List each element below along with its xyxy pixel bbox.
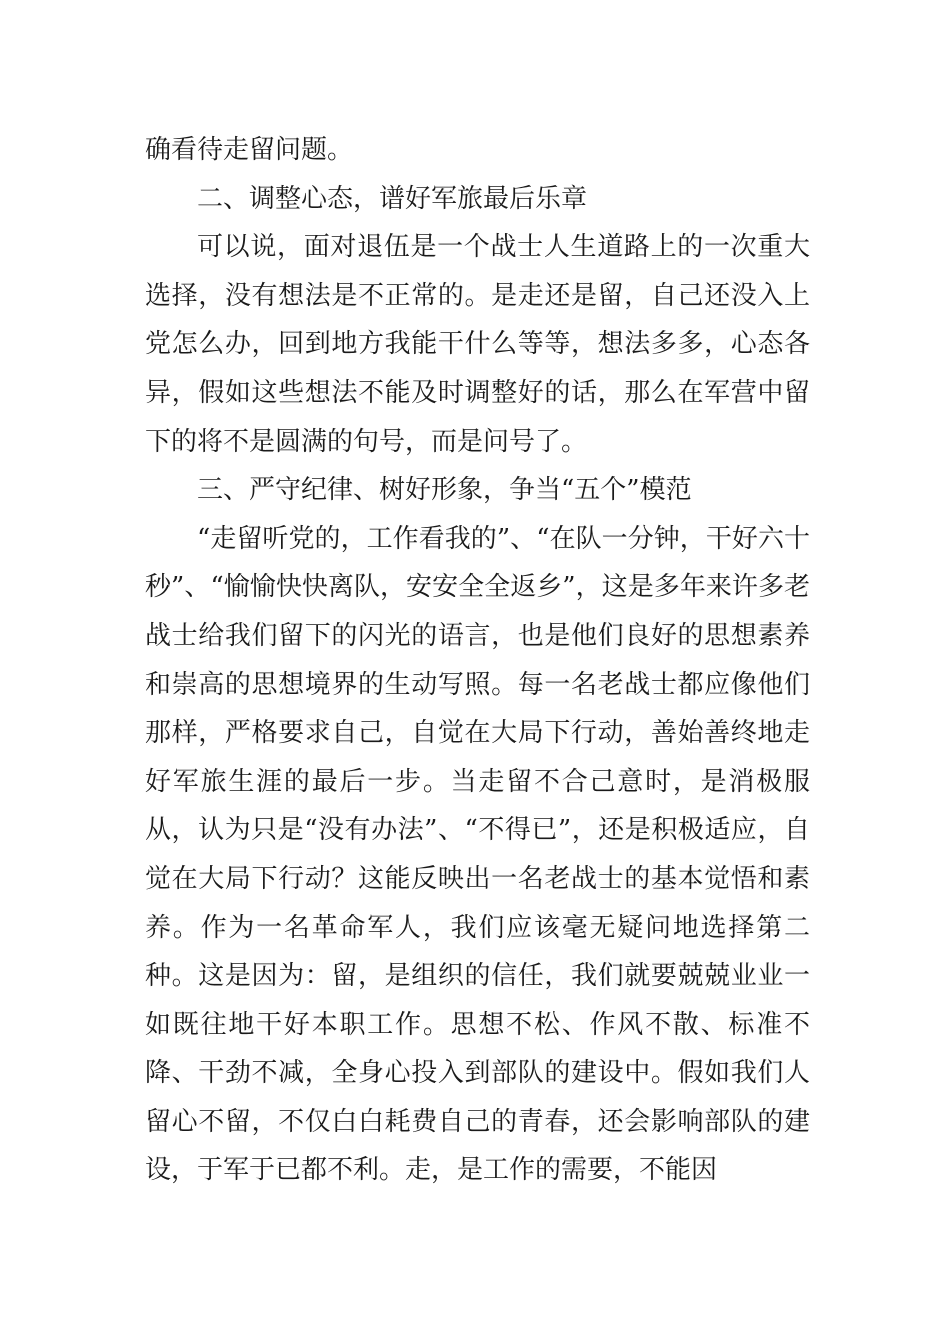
paragraph-adjust-mindset: 可以说，面对退伍是一个战士人生道路上的一次重大选择，没有想法是不正常的。是走还是留，自己还没入上党怎么办，回到地方我能干什么等等，想法多多，心态各异，假如这些想法不能及时调整好的话，那么在军营中留下的将不是圆满的句号，而是问号了。 (145, 232, 810, 457)
paragraph-continuation: 确看待走留问题。 (145, 135, 354, 165)
section-heading-three: 三、严守纪律、树好形象，争当“五个”模范 (197, 475, 692, 506)
paragraph-discipline: “走留听党的，工作看我的”、“在队一分钟，干好六十秒”、“愉愉快快离队，安安全全返乡”，这是多年来许多老战士给我们留下的闪光的语言，也是他们良好的思想素养和崇高的思想境界的生动写照。每一名老战士都应像他们那样，严格要求自己，自觉在大局下行动，善始善终地走好军旅生涯的最后一步。当走留不合己意时，是消极服从，认为只是“没有办法”、“不得已”，还是积极适应，自觉在大局下行动？这能反映出一名老战士的基本觉悟和素养。作为一名革命军人，我们应该毫无疑问地选择第二种。这是因为：留，是组织的信任，我们就要兢兢业业一如既往地干好本职工作。思想不松、作风不散、标准不降、干劲不减，全身心投入到部队的建设中。假如我们人留心不留，不仅白白耗费自己的青春，还会影响部队的建设，于军于已都不利。走，是工作的需要，不能因 (145, 523, 810, 1186)
document-body (145, 126, 810, 1195)
section-heading-two: 二、调整心态，谱好军旅最后乐章 (197, 183, 588, 214)
